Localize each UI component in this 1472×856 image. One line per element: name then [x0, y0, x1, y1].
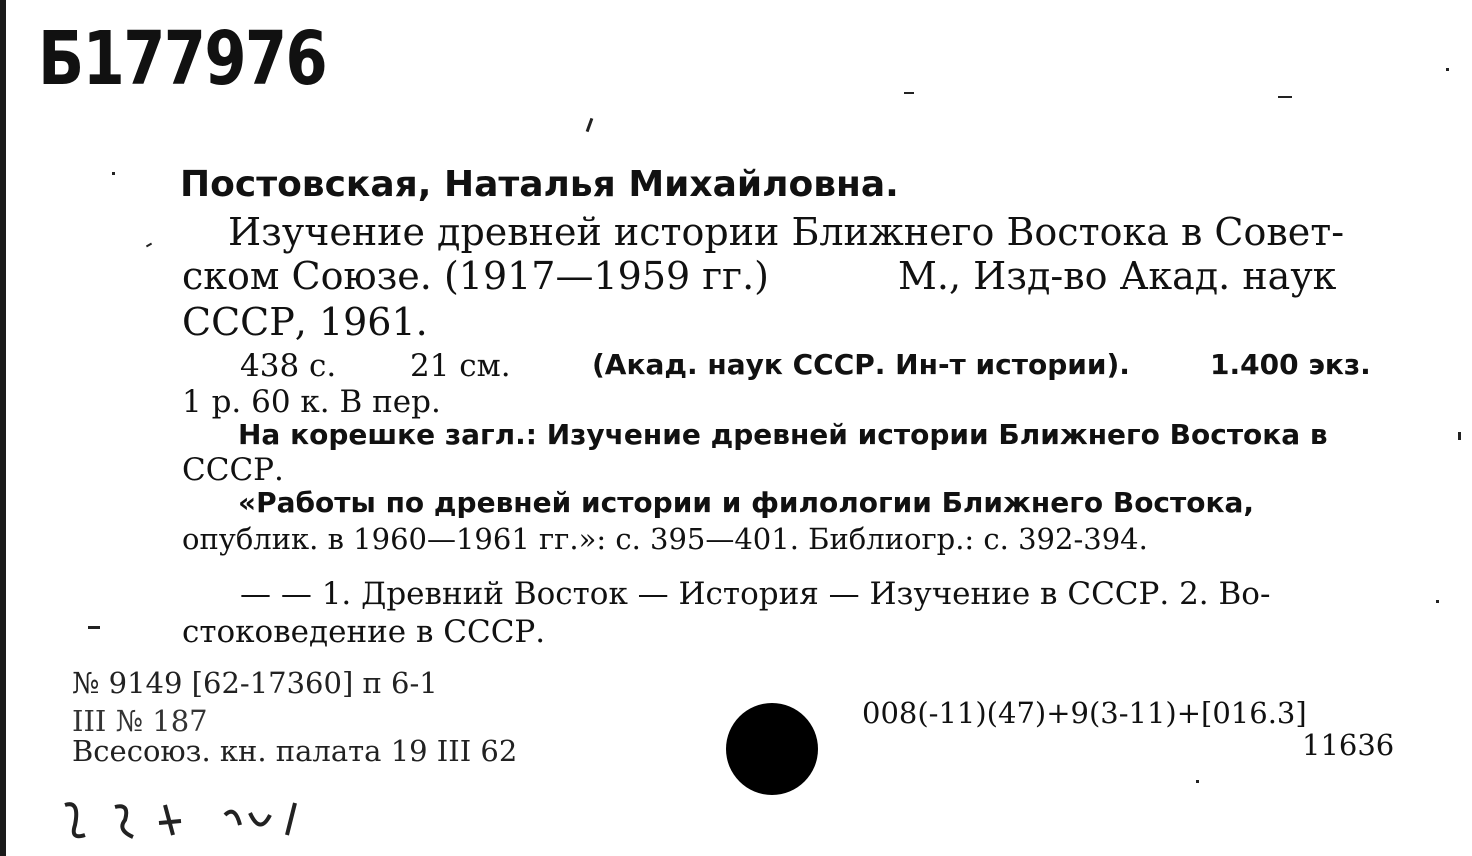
book-size: 21 см. [410, 348, 511, 384]
note-works-cont: опублик. в 1960—1961 гг.»: с. 395—401. Библиогр.: с. 392-394. [182, 522, 1148, 556]
speck [1458, 432, 1461, 440]
title-line-2: ском Союзе. (1917—1959 гг.) [182, 254, 769, 298]
speck [146, 243, 152, 248]
publisher-line: М., Изд-во Акад. наук [898, 254, 1337, 298]
classification-code: 008(-11)(47)+9(3-11)+[016.3] [862, 696, 1307, 730]
speck [1196, 780, 1199, 783]
author-heading: Постовская, Наталья Михайловна. [180, 164, 899, 205]
speck [1446, 68, 1449, 71]
handwritten-marks [55, 795, 315, 855]
order-number: № 9149 [62-17360] п 6-1 [72, 666, 438, 700]
note-spine-title-cont: СССР. [182, 452, 284, 488]
series-note: (Акад. наук СССР. Ин-т истории). [592, 348, 1130, 381]
card-edge [0, 0, 6, 856]
card-number: 11636 [1302, 728, 1395, 762]
speck [1436, 600, 1439, 603]
speck [88, 626, 100, 629]
registry-number: III № 187 [72, 704, 208, 738]
copies-count: 1.400 экз. [1210, 348, 1371, 381]
title-line-4: СССР, 1961. [182, 300, 428, 344]
price-binding: 1 р. 60 к. В пер. [182, 384, 441, 420]
page-count: 438 с. [240, 348, 337, 384]
shelf-mark: Б177976 [38, 16, 327, 102]
subject-headings: — — 1. Древний Восток — История — Изучение в СССР. 2. Во- [240, 576, 1271, 612]
note-works: «Работы по древней истории и филологии Ближнего Востока, [238, 486, 1255, 519]
speck [586, 118, 594, 132]
title-line-1: Изучение древней истории Ближнего Востока в Совет- [228, 210, 1345, 254]
speck [1278, 96, 1292, 98]
punch-hole [726, 703, 818, 795]
speck [904, 92, 914, 94]
note-spine-title: На корешке загл.: Изучение древней истории Ближнего Востока в [238, 418, 1328, 451]
speck [112, 172, 115, 175]
book-chamber-imprint: Всесоюз. кн. палата 19 III 62 [72, 734, 518, 768]
subject-headings-cont: стоковедение в СССР. [182, 614, 546, 650]
